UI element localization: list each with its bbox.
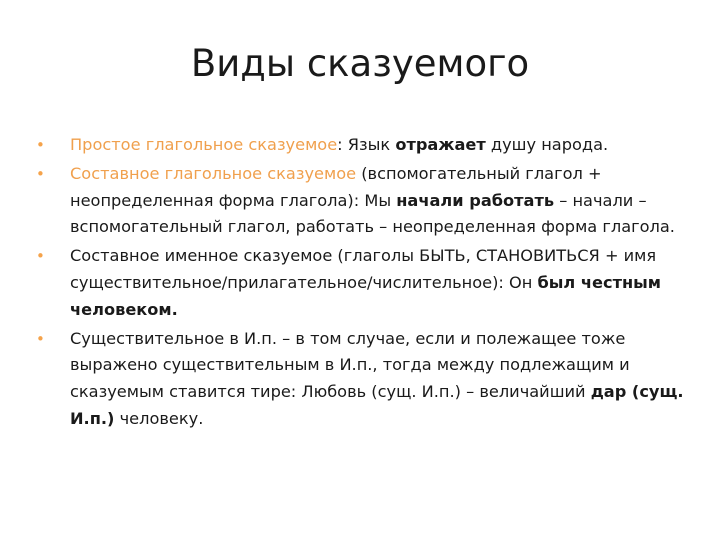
text-segment: человеку. xyxy=(114,408,204,428)
text-segment: – начали – вспомогательный глагол, работать – неопределенная форма глагола. xyxy=(70,190,675,237)
term-label: Составное глагольное сказуемое xyxy=(70,163,357,183)
bullet-item-compound-verbal xyxy=(36,161,686,241)
bullet-icon: • xyxy=(36,247,45,266)
bullet-icon: • xyxy=(36,329,45,348)
emphasis-text: отражает xyxy=(395,135,486,154)
text-segment: Существительное в И.п. – в том случае, если и полежащее тоже выражено существительным в И.п., тогда между подлежащим и сказуемым ставится тире: Любовь (сущ. И.п.) – величайший xyxy=(70,328,630,402)
bullet-item-simple-verbal xyxy=(36,132,686,159)
text-segment: Составное именное сказуемое (глаголы БЫТЬ, СТАНОВИТЬСЯ + имя существительное/прилагательное/числительное): Он xyxy=(70,246,657,292)
bullet-item-noun-nominative xyxy=(36,326,686,433)
bullet-list xyxy=(36,132,686,435)
emphasis-text: был честным человеком. xyxy=(70,272,662,319)
slide-title: Виды сказуемого xyxy=(190,42,530,85)
text-segment: : Язык xyxy=(337,135,396,154)
term-label: Простое глагольное сказуемое xyxy=(70,135,338,154)
text-segment: (вспомогательный глагол + неопределенная форма глагола): Мы xyxy=(70,163,602,210)
bullet-item-compound-nominal xyxy=(36,243,686,323)
emphasis-text: дар (сущ. И.п.) xyxy=(70,382,684,428)
text-segment: душу народа. xyxy=(485,135,609,154)
emphasis-text: начали работать xyxy=(396,190,555,210)
bullet-icon: • xyxy=(36,164,45,183)
bullet-icon: • xyxy=(36,136,45,154)
